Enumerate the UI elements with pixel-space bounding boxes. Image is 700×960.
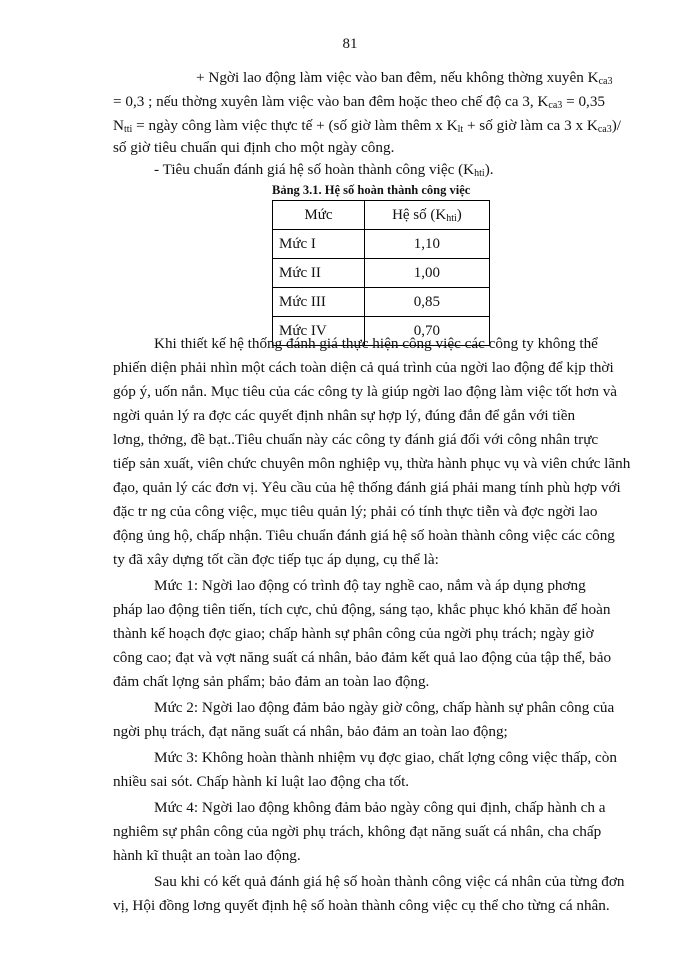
subscript: ca3 bbox=[548, 100, 563, 111]
body-line: nhiều sai sót. Chấp hành kỉ luật lao động cha tốt. bbox=[113, 773, 410, 790]
body-line: đạo, quản lý các đơn vị. Yêu cầu của hệ thống đánh giá phải mang tính phù hợp với bbox=[113, 479, 621, 496]
header-level: Mức bbox=[273, 201, 365, 230]
intro-line-5 bbox=[154, 160, 494, 184]
row-level: Mức I bbox=[273, 230, 365, 259]
intro-line-3 bbox=[113, 116, 621, 140]
row-value: 1,00 bbox=[364, 259, 489, 288]
body-line: Mức 4: Ngời lao động không đảm bảo ngày công qui định, chấp hành ch a bbox=[154, 799, 606, 816]
body-line: đặc tr ng của công việc, mục tiêu quản lý; phải có tính thực tiễn và đợc ngời lao bbox=[113, 503, 598, 520]
intro-line-2 bbox=[113, 92, 605, 116]
intro-line-1 bbox=[196, 68, 612, 92]
body-line: Mức 1: Ngời lao động có trình độ tay nghề cao, nắm và áp dụng phơng bbox=[154, 577, 586, 594]
body-line: Mức 2: Ngời lao động đảm bảo ngày giờ công, chấp hành sự phân công của bbox=[154, 699, 615, 716]
body-line: ty đã xây dựng tốt cần đợc tiếp tục áp dụng, cụ thể là: bbox=[113, 551, 439, 568]
row-level: Mức II bbox=[273, 259, 365, 288]
body-line: ngời quản lý ra đợc các quyết định nhân sự hợp lý, đúng đắn để gắn với tiền bbox=[113, 407, 576, 424]
intro-text: N bbox=[113, 117, 124, 134]
intro-text: )/ bbox=[611, 117, 622, 134]
header-coefficient bbox=[364, 201, 489, 230]
table-row bbox=[273, 230, 490, 259]
intro-text: - Tiêu chuẩn đánh giá hệ số hoàn thành công việc (K bbox=[154, 161, 475, 178]
body-line: nghiêm sự phân công của ngời phụ trách, không đạt năng suất cá nhân, cha chấp bbox=[113, 823, 602, 840]
subscript: hti bbox=[474, 168, 485, 179]
row-level: Mức IV bbox=[273, 317, 365, 346]
header-coef-text: Hệ số (K bbox=[392, 206, 447, 223]
coefficient-table bbox=[272, 200, 490, 346]
body-line: động ủng hộ, chấp nhận. Tiêu chuẩn đánh giá hệ số hoàn thành công việc các công bbox=[113, 527, 615, 544]
body-line: góp ý, uốn nắn. Mục tiêu của các công ty là giúp ngời lao động làm việc tốt hơn và bbox=[113, 383, 618, 400]
body-line: vị, Hội đồng lơng quyết định hệ số hoàn thành công việc cụ thể cho từng cá nhân. bbox=[113, 897, 610, 914]
body-line: ngời phụ trách, đạt năng suất cá nhân, bảo đảm an toàn lao động; bbox=[113, 723, 508, 740]
subscript: hti bbox=[446, 212, 457, 224]
body-line: hành kĩ thuật an toàn lao động. bbox=[113, 847, 301, 864]
intro-text: = 0,35 bbox=[562, 93, 606, 110]
row-value: 0,70 bbox=[364, 317, 489, 346]
row-value: 0,85 bbox=[364, 288, 489, 317]
intro-line-4: số giờ tiêu chuẩn qui định cho một ngày công. bbox=[113, 139, 395, 156]
body-line: thành kế hoạch đợc giao; chấp hành sự phân công của ngời phụ trách; ngày giờ bbox=[113, 625, 594, 642]
subscript: lt bbox=[457, 124, 464, 135]
subscript: ca3 bbox=[597, 124, 612, 135]
body-line: đảm chất lợng sản phẩm; bảo đảm an toàn lao động. bbox=[113, 673, 430, 690]
table-row bbox=[273, 259, 490, 288]
header-coef-text: ) bbox=[456, 206, 462, 223]
intro-text: = ngày công làm việc thực tế + (số giờ làm thêm x K bbox=[132, 117, 458, 134]
intro-text: + Ngời lao động làm việc vào ban đêm, nếu không thờng xuyên K bbox=[196, 69, 599, 86]
intro-text: ). bbox=[484, 161, 494, 178]
intro-text: = 0,3 ; nếu thờng xuyên làm việc vào ban đêm hoặc theo chế độ ca 3, K bbox=[113, 93, 549, 110]
body-line: Mức 3: Không hoàn thành nhiệm vụ đợc giao, chất lợng công việc thấp, còn bbox=[154, 749, 617, 766]
body-line: tiếp sản xuất, viên chức chuyên môn nghiệp vụ, thừa hành phục vụ và viên chức lãnh bbox=[113, 455, 631, 472]
table-header-row bbox=[273, 201, 490, 230]
intro-text: + số giờ làm ca 3 x K bbox=[463, 117, 598, 134]
body-line: phiến diện phải nhìn một cách toàn diện cả quá trình của ngời lao động để kịp thời bbox=[113, 359, 614, 376]
body-line: pháp lao động tiên tiến, tích cực, chủ động, sáng tạo, khắc phục khó khăn để hoàn bbox=[113, 601, 611, 618]
body-line: Sau khi có kết quả đánh giá hệ số hoàn thành công việc cá nhân của từng đơn bbox=[154, 873, 625, 890]
body-line: công cao; đạt và vợt năng suất cá nhân, bảo đảm kết quả lao động của tập thể, bảo bbox=[113, 649, 612, 666]
row-level: Mức III bbox=[273, 288, 365, 317]
page-number: 81 bbox=[342, 36, 358, 52]
row-value: 1,10 bbox=[364, 230, 489, 259]
body-line: Khi thiết kế hệ thống đánh giá thực hiện công việc các công ty không thể bbox=[154, 335, 598, 352]
subscript: tti bbox=[123, 124, 133, 135]
table-row bbox=[273, 288, 490, 317]
body-line: lơng, thởng, đề bạt..Tiêu chuẩn này các công ty đánh giá đối với công nhân trực bbox=[113, 431, 599, 448]
subscript: ca3 bbox=[598, 76, 613, 87]
table-caption: Bảng 3.1. Hệ số hoàn thành công việc bbox=[272, 183, 471, 197]
